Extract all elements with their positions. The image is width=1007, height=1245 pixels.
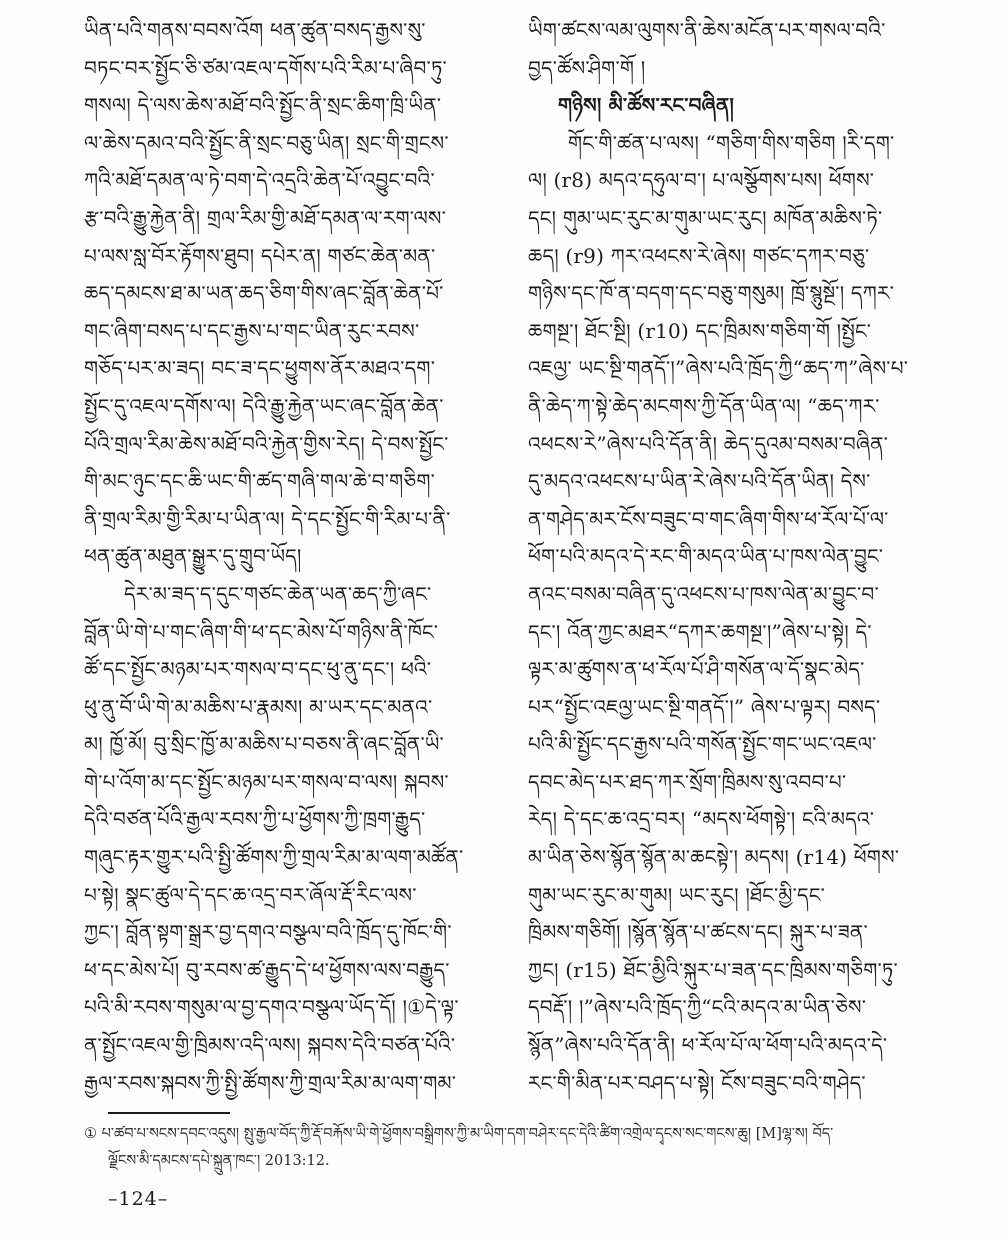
text-line: གི་མང་ཉུང་དང་ཆི་ཡང་གི་ཚད་གཞི་གལ་ཆེ་བ་གཅིག་ (84, 469, 436, 494)
text-line: མ་ཡིན་ཅེས་སྙོན་སྙོན་མ་ཆངསྟེ་། མདས། (r14) ཕོགས་ (528, 845, 900, 870)
footnote-separator (108, 1112, 230, 1114)
text-line: པར“སྤྱོང་འཇལྱ་ཡང་སྔི་གནདོ་།” ཞེས་པ་ལྟར། བསད་ (528, 694, 881, 719)
text-line: ཕུ་ནུ་བོ་ཡི་གེ་མ་མཆིས་པ་རྣམས། མ་ཡར་དང་མནའ་ (84, 694, 433, 719)
text-line: པ་སྟེ། སྣང་ཚུལ་དེ་དང་ཆ་འདྲ་བར་ཞོལ་རྡོ་རིང་ལས་ (84, 882, 417, 907)
text-line: ཀྱང། (r15) ཐོང་མྱིའི་སྐུར་པ་ཟན་དང་ཁྲིམས་གཅིག་ཏུ་ (528, 957, 898, 982)
text-line: ན་སྤྱོང་འཇལ་གྱི་ཁྲིམས་འདི་ལས། སྐབས་དེའི་བཙན་པོའི་ (84, 1033, 456, 1058)
text-line: ལྟར་མ་ཚུགས་ན་ཕ་རོལ་པོ་ཤི་གསོན་ལ་དོ་སྣང་མེད་ (528, 657, 865, 682)
text-line: རེད། དེ་དང་ཆ་འདྲ་བར། “མདས་ཕོགསྟེ་། ངའི་མདའ་ (528, 807, 875, 832)
text-line: ཀྱང་། བློན་སྟག་སྒྲར་བྱ་དགའ་བསྩལ་བའི་ཁྲོད་དུ་ཁོང་གི་ (84, 920, 452, 945)
text-line: དབརྡོ་། །”ཞེས་པའི་ཁྲོད་ཀྱི“ངའི་མདའ་མ་ཡིན་ཅེས་ (528, 995, 867, 1020)
text-line: ནི་ཆེད་ཀ་སྟེ་ཆེད་མངགས་ཀྱི་དོན་ཡིན་ལ། “ཆད་ཀར་ (528, 393, 880, 418)
text-line: ཆད། (r9) ཀར་འཕངས་རེ་ཞེས། གཙང་དཀར་བཅུ་ (528, 243, 870, 268)
text-line: ཕོག་པའི་མདའ་དེ་རང་གི་མདའ་ཡིན་པ་ཁས་ལེན་བྱུང་ (528, 544, 884, 569)
right-text-column (528, 12, 958, 1102)
page-number: –124– (108, 1188, 169, 1210)
text-line: གུམ་ཡང་རུང་མ་གུམ། ཡང་རུང། །ཐོང་མྱི་དང་ (528, 882, 825, 907)
text-line: གང་ཞིག་བསད་པ་དང་རྒྱས་པ་གང་ཡིན་རུང་རབས་ (84, 318, 420, 343)
text-line: ལ། (r8) མདའ་དཧུལ་བ་། པ་ལསྩོགས་པས། ཕོགས་ (528, 168, 875, 193)
text-line: ཀའི་མཐོ་དམན་ལ་ཏེ་བག་དེ་འདྲའི་ཆེན་པོ་འབྱུང་བའི་ (84, 168, 435, 193)
text-line: ཆད་དམངས་ཐ་མ་ཡན་ཆད་ཅིག་གིས་ཞང་བློན་ཆེན་པོ་ (84, 281, 444, 306)
text-line: ཕ་དང་མེས་པོ། བུ་རབས་ཚ་རྒྱུད་དེ་ཕ་ཕྱོགས་ལས་བརྒྱུད་ (84, 957, 450, 982)
text-line: དུ་མདའ་འཕངས་པ་ཡིན་རེ་ཞེས་པའི་དོན་ཡིན། དེས་ (528, 469, 871, 494)
text-line: བྱད་ཚོས་ཤིག་གོ ། (528, 55, 646, 80)
text-line: མ། ཁྱོ་མོ། བུ་སྲིང་ཁྱོ་མ་མཆིས་པ་བཅས་ནི་ཞང་བློན་ཡི་ (84, 732, 444, 757)
text-line: རང་གི་མིན་པར་བཤད་པ་སྟེ། ངོས་བཟུང་བའི་གཤེད་ (528, 1070, 866, 1095)
text-line: ལ་ཆེས་དམའ་བའི་སྤྱོང་ནི་སྲང་བཅུ་ཡིན། སྲང་གི་གྲངས་ (84, 130, 449, 155)
text-line: པ་ལས་སླ་བོར་རྟོགས་ཐུབ། དཔེར་ན། གཙང་ཆེན་མན་ (84, 243, 436, 268)
text-line: ཆགསྔ་། ཐོང་སྔི། (r10) དང་ཁྲིམས་གཅིག་གོ །སྤྱོང་ (528, 318, 872, 343)
section-heading: གཉིས། མི་ཚོས་རང་བཞིན། (558, 93, 735, 118)
text-line: དང་། འོན་ཀྱང་མཐར“དཀར་ཆགསྔ་།”ཞེས་པ་སྟེ། དེ་ (528, 619, 872, 644)
text-line: འཇལྱ་ ཡང་སྔི་གནདོ་།”ཞེས་པའི་ཁྲོད་ཀྱི“ཆད་ཀ”ཞེས་པ་ (528, 356, 909, 381)
text-line: གསལ། དེ་ལས་ཆེས་མཐོ་བའི་སྤྱོང་ནི་སྲང་ཆིག་ཁྲི་ཡིན་ (84, 93, 442, 118)
text-line: ཕན་ཚུན་མཐུན་སྒྱུར་དུ་གྲུབ་ཡོད། (84, 544, 302, 569)
text-line: པོའི་གྲལ་རིམ་ཆེས་མཐོ་བའི་རྐྱེན་གྱིས་རེད། དེ་བས་སྤྱོང་ (84, 431, 449, 456)
text-line: བཏང་བར་སྤྱོང་ཅི་ཙམ་འཇལ་དགོས་པའི་རིམ་པ་ཞིབ་ཏུ་ (84, 55, 447, 80)
text-line: རྩ་བའི་རྒྱུ་རྐྱེན་ནི། གྲལ་རིམ་གྱི་མཐོ་དམན་ལ་རག་ལས་ (84, 205, 446, 230)
text-line: དབང་མེད་པར་ཐད་ཀར་སྲོག་ཁྲིམས་སུ་འབབ་པ་ (528, 769, 847, 794)
text-line: སྤྱོང་དུ་འཇལ་དགོས་ལ། དེའི་རྒྱུ་རྐྱེན་ཡང་ཞང་བློན་ཆེན་ (84, 393, 444, 418)
text-line: དེར་མ་ཟད་ད་དུང་གཙང་ཆེན་ཡན་ཆད་ཀྱི་ཞང་ (124, 581, 432, 606)
footnote-line: ① པ་ཚབ་པ་སངས་དབང་འདུས། སྤུ་རྒྱལ་བོད་ཀྱི་རྡོ་བརྐོས་ཡི་གེ་ཕྱོགས་བསྒྲིགས་ཀྱི་མ་ཡིག་དག་བཤེར་དང་དེའི་ཚིག་འགྲེལ་དྭངས་སང་གངས་ཆུ། [M]ལྷ་ས། བོད་ (84, 1126, 834, 1142)
text-line: ཚོ་དང་སྤྱོང་མཉམ་པར་གསལ་བ་དང་ཕུ་ནུ་དང་། ཕའི་ (84, 657, 432, 682)
footnote-line: ལྗོངས་མི་དམངས་དཔེ་སྐྲུན་ཁང་། 2013:12. (108, 1153, 330, 1169)
left-text-column (84, 12, 514, 1102)
text-line: གེ་པ་འོག་མ་དང་སྤྱོང་མཉམ་པར་གསལ་བ་ལས། སྐབས་ (84, 769, 449, 794)
text-line: དང། གུམ་ཡང་རུང་མ་གུམ་ཡང་རུང། མཁོན་མཆིས་ཏེ་ (528, 205, 883, 230)
text-line: གཅོད་པར་མ་ཟད། བང་ཟ་དང་ཕྱུགས་ནོར་མཐའ་དག་ (84, 356, 436, 381)
text-line: ཡིན་པའི་གནས་བབས་འོག ཕན་ཚུན་བསད་རྒྱས་སུ་ (84, 18, 426, 42)
text-line: ཡིག་ཚངས་ལམ་ལུགས་ནི་ཆེས་མངོན་པར་གསལ་བའི་ (528, 18, 886, 42)
text-line: གཞུང་རྟར་གྱུར་པའི་སྤྱི་ཚོགས་ཀྱི་གྲལ་རིམ་མ་ལག་མཚོན་ (84, 845, 464, 870)
footnote (84, 1121, 960, 1175)
text-line: འཕངས་རེ”ཞེས་པའི་དོན་ནི། ཆེད་དུའམ་བསམ་བཞིན་ (528, 431, 889, 456)
text-line: གཉིས་དང་ཁོ་ན་བདག་དང་བཅུ་གསུམ། ཁྲོ་སྙུསྔོ་། དཀར་ (528, 281, 895, 306)
text-line: གོང་གི་ཚན་པ་ལས། “གཅིག་གིས་གཅིག །རི་དག་ (568, 130, 895, 155)
text-line: དེའི་བཙན་པོའི་རྒྱལ་རབས་ཀྱི་པ་ཕྱོགས་ཀྱི་ཁྲག་རྒྱུད་ (84, 807, 426, 832)
text-line: ནི་གྲལ་རིམ་གྱི་རིམ་པ་ཡིན་ལ། དེ་དང་སྤྱོང་གི་རིམ་པ་ནི་ (84, 506, 451, 531)
text-line: བློན་ཡི་གེ་པ་གང་ཞིག་གི་ཕ་དང་མེས་པོ་གཉིས་ནི་ཁོང་ (84, 619, 439, 644)
text-line: སྙོན”ཞེས་པའི་དོན་ནི། ཕ་རོལ་པོ་ལ་ཕོག་པའི་མདའ་དེ་ (528, 1033, 888, 1058)
text-line: ན་གཤེད་མར་ངོས་བཟུང་བ་གང་ཞིག་གིས་ཕ་རོལ་པོ་ལ་ (528, 506, 889, 531)
text-line: པའི་མི་སྤྱོང་དང་རྒྱས་པའི་གསོན་སྤྱོང་གང་ཡང་འཇལ་ (528, 732, 877, 757)
text-line: པའི་མི་རབས་གསུམ་ལ་བྱ་དགའ་བསྩལ་ཡོད་དོ། །①དེ་ལྟ་ (84, 995, 459, 1020)
text-line: ཁྲིམས་གཅིགོ། །སྙོན་སྙོན་པ་ཚངས་དང། སྐུར་པ་ཟན་ (528, 920, 868, 945)
text-line: ནའང་བསམ་བཞིན་དུ་འཕངས་པ་ཁས་ལེན་མ་བྱུང་བ་ (528, 581, 879, 606)
text-line: རྒྱལ་རབས་སྐབས་ཀྱི་སྤྱི་ཚོགས་ཀྱི་གྲལ་རིམ་མ་ལག་གམ་ (84, 1070, 457, 1095)
